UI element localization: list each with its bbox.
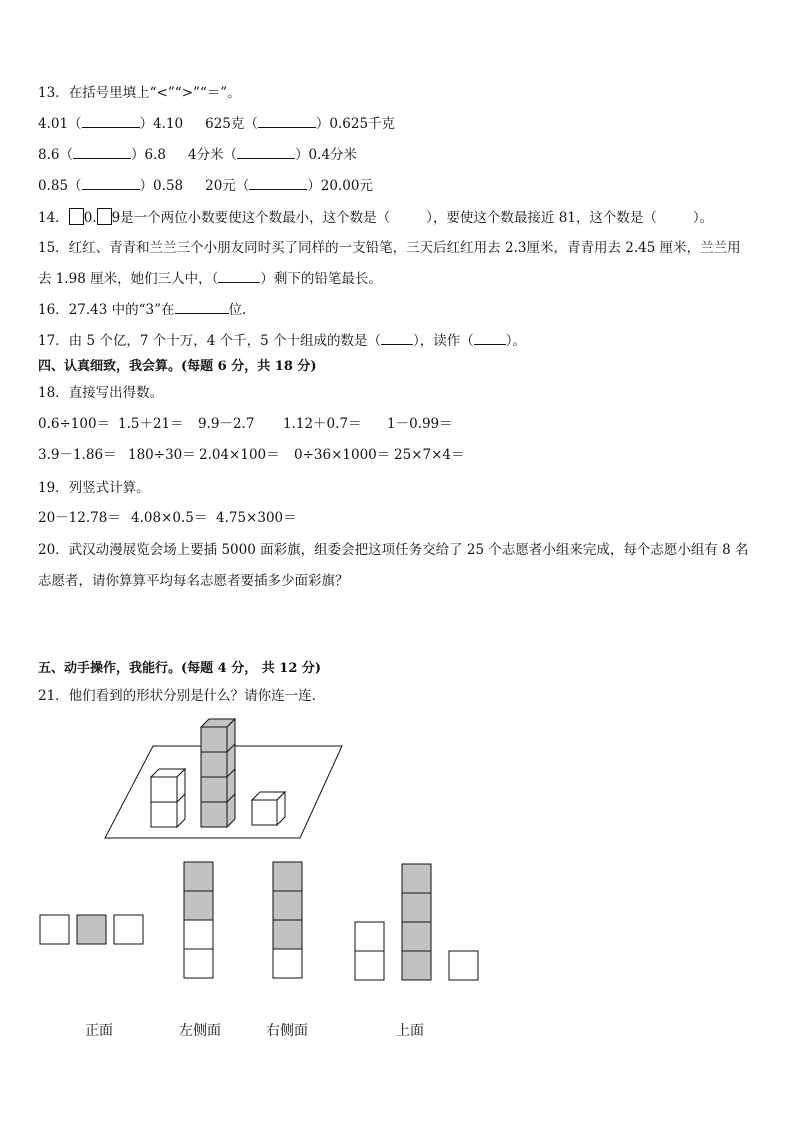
q18-title: 18．直接写出得数。	[38, 385, 164, 401]
cube-single	[252, 792, 285, 825]
q19-item: 4.75×300＝	[216, 510, 297, 526]
q19-item: 4.08×0.5＝	[131, 510, 208, 526]
label-right-view: 右侧面	[266, 1023, 308, 1039]
q13-row-1: 4.01（ ）4.10 625克（ ）0.625千克	[38, 116, 396, 132]
q18-item: 2.04×100＝	[199, 447, 280, 463]
q14: 14． 0. 9是一个两位小数要使这个数最小，这个数是（ ），要使这个数最接近 81，这个数是（ ）。	[38, 210, 714, 226]
q18-item: 180÷30＝	[128, 447, 196, 463]
section-4-heading: 四、认真细致，我会算。(每题 6 分，共 18 分)	[38, 359, 317, 374]
q18-item: 25×7×4＝	[394, 447, 465, 463]
q18-item: 0.6÷100＝	[38, 416, 111, 432]
view-option-top[interactable]	[355, 864, 478, 980]
q18-item: 0÷36×1000＝	[294, 447, 391, 463]
q18-item: 1.12＋0.7＝	[283, 416, 362, 432]
q18-item: 9.9－2.7	[198, 416, 255, 432]
q19-title: 19．列竖式计算。	[38, 480, 150, 496]
section-5-heading: 五、动手操作，我能行。(每题 4 分， 共 12 分)	[38, 661, 322, 676]
q17: 17．由 5 个亿，7 个十万，4 个千，5 个十组成的数是（ ），读作（ ）。	[38, 333, 526, 349]
q13-title: 13．在括号里填上“<”“>”“＝”。	[38, 85, 241, 101]
q18-item: 3.9－1.86＝	[38, 447, 117, 463]
q21-title: 21．他们看到的形状分别是什么？请你连一连.	[38, 688, 316, 704]
cube-stack-left	[151, 769, 185, 827]
q13-row-3: 0.85（ ）0.58 20元（ ）20.00元	[38, 178, 373, 194]
q18-item: 1－0.99＝	[387, 416, 453, 432]
view-option-left[interactable]	[184, 862, 213, 978]
q15-line-1: 15．红红、青青和兰兰三个小朋友同时买了同样的一支铅笔，三天后红红用去 2.3厘米，青青用去 2.45 厘米，兰兰用	[38, 240, 741, 256]
q16: 16．27.43 中的“3”在 位.	[38, 302, 247, 318]
q19-item: 20－12.78＝	[38, 510, 121, 526]
q20-line-2: 志愿者，请你算算平均每名志愿者要插多少面彩旗？	[38, 573, 349, 589]
q20-line-1: 20．武汉动漫展览会场上要插 5000 面彩旗，组委会把这项任务交给了 25 个志愿者小组来完成，每个志愿小组有 8 名	[38, 542, 749, 558]
label-top-view: 上面	[396, 1023, 424, 1039]
q18-item: 1.5＋21＝	[118, 416, 184, 432]
view-option-right[interactable]	[273, 862, 302, 978]
q15-line-2: 去 1.98 厘米，她们三人中，（ ）剩下的铅笔最长。	[38, 271, 382, 287]
label-left-view: 左侧面	[179, 1023, 221, 1039]
q13-row-2: 8.6（ ）6.8 4分米（ ）0.4分米	[38, 147, 358, 163]
cube-stack-tall	[201, 719, 235, 827]
label-front-view: 正面	[85, 1023, 113, 1039]
view-option-front[interactable]	[40, 915, 143, 944]
